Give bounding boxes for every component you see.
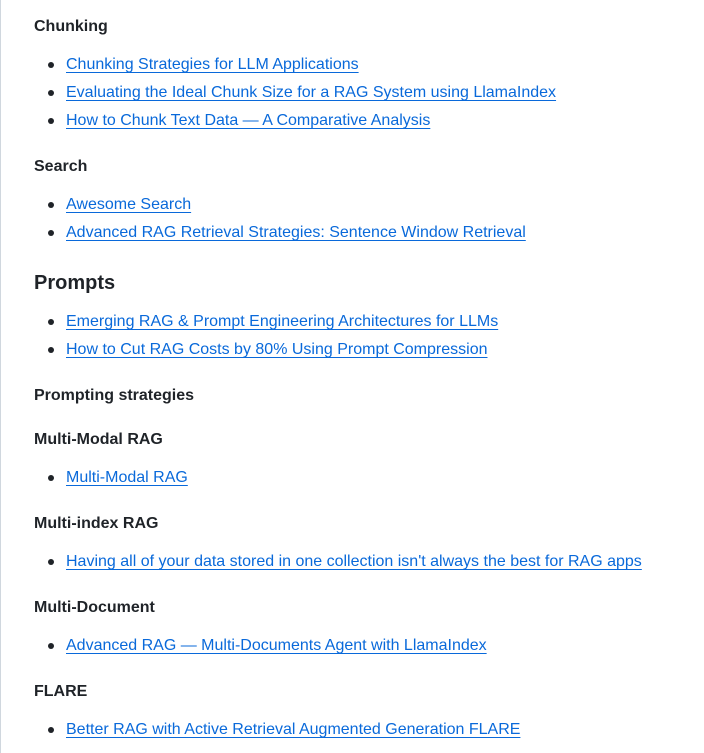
list-item: [34, 221, 526, 249]
list-item: [34, 338, 498, 366]
link-flare[interactable]: Better RAG with Active Retrieval Augmented Generation FLARE: [66, 721, 521, 738]
list-item: [34, 718, 520, 746]
list-prompts: [34, 310, 498, 366]
link-prompt-engineering-architectures[interactable]: Emerging RAG & Prompt Engineering Architectures for LLMs: [66, 313, 499, 330]
bullet-icon: [48, 230, 54, 236]
link-awesome-search[interactable]: Awesome Search: [66, 196, 192, 213]
link-multi-documents-agent[interactable]: Advanced RAG — Multi-Documents Agent with LlamaIndex: [66, 637, 487, 654]
list-item: [34, 193, 526, 221]
bullet-icon: [48, 727, 54, 733]
heading-prompting-strategies: Prompting strategies: [34, 387, 195, 404]
list-item: [34, 310, 498, 338]
list-item: [34, 81, 556, 109]
heading-multidocument: Multi-Document: [34, 599, 155, 616]
bullet-icon: [48, 319, 54, 325]
list-item: [34, 550, 642, 578]
heading-multimodal-rag: Multi-Modal RAG: [34, 431, 163, 448]
bullet-icon: [48, 475, 54, 481]
link-one-collection[interactable]: Having all of your data stored in one collection isn't always the best for RAG apps: [66, 553, 642, 570]
list-flare: [34, 718, 520, 746]
heading-flare: FLARE: [34, 683, 88, 700]
bullet-icon: [48, 62, 54, 68]
link-multimodal-rag[interactable]: Multi-Modal RAG: [66, 469, 188, 486]
bullet-icon: [48, 118, 54, 124]
list-item: [34, 634, 487, 662]
list-multimodal: [34, 466, 188, 494]
list-item: [34, 466, 188, 494]
bullet-icon: [48, 559, 54, 565]
bullet-icon: [48, 347, 54, 353]
heading-prompts: Prompts: [34, 272, 116, 294]
link-chunking-strategies[interactable]: Chunking Strategies for LLM Applications: [66, 56, 359, 73]
list-chunking: [34, 53, 556, 137]
link-cut-rag-costs[interactable]: How to Cut RAG Costs by 80% Using Prompt Compression: [66, 341, 488, 358]
link-sentence-window-retrieval[interactable]: Advanced RAG Retrieval Strategies: Sentence Window Retrieval: [66, 224, 526, 241]
list-multiindex: [34, 550, 642, 578]
list-item: [34, 53, 556, 81]
list-multidocument: [34, 634, 487, 662]
list-search: [34, 193, 526, 249]
bullet-icon: [48, 202, 54, 208]
heading-search: Search: [34, 158, 88, 175]
bullet-icon: [48, 90, 54, 96]
link-chunk-text-data[interactable]: How to Chunk Text Data — A Comparative Analysis: [66, 112, 431, 129]
heading-multiindex-rag: Multi-index RAG: [34, 515, 159, 532]
content-left-border: [0, 0, 1, 753]
bullet-icon: [48, 643, 54, 649]
list-item: [34, 109, 556, 137]
heading-chunking: Chunking: [34, 18, 108, 35]
link-ideal-chunk-size[interactable]: Evaluating the Ideal Chunk Size for a RAG System using LlamaIndex: [66, 84, 557, 101]
